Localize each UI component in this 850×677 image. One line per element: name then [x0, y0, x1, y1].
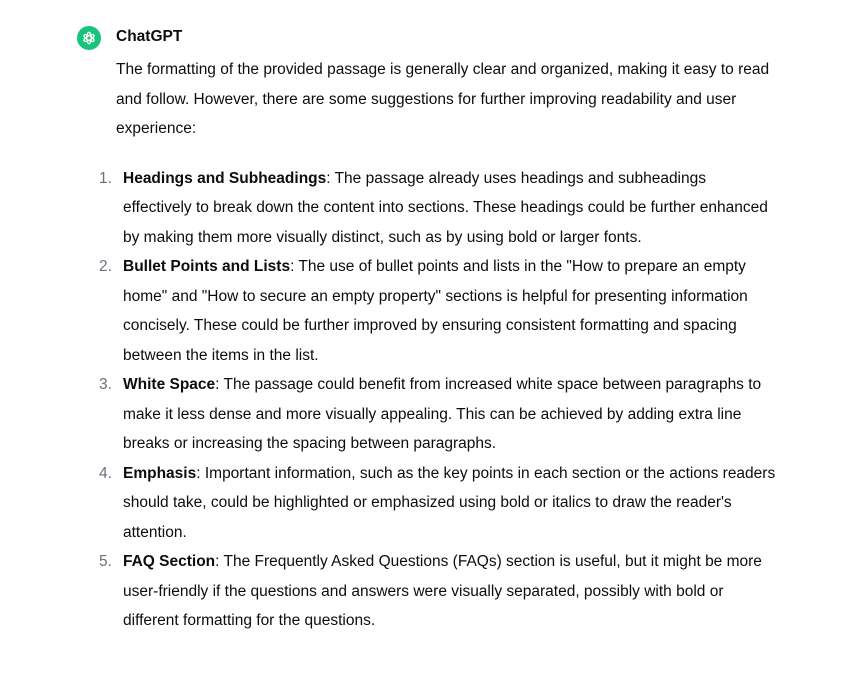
openai-logo-icon [81, 30, 97, 46]
list-number: 2. [99, 258, 112, 275]
message-content [99, 55, 776, 636]
item-title: Headings and Subheadings [123, 169, 327, 187]
intro-paragraph: The formatting of the provided passage is generally clear and organized, making it easy to read and follow. However, there are some suggestions for further improving readability and user experience: [116, 61, 770, 137]
list-number: 4. [99, 464, 112, 482]
item-title: FAQ Section [123, 553, 216, 570]
list-item [99, 252, 776, 370]
item-title: Emphasis [123, 464, 197, 482]
list-item [99, 547, 776, 636]
list-number: 1. [99, 169, 112, 187]
item-text: : The use of bullet points and lists in the "How to prepare an empty home" and "How to secure an empty property" sections is helpful for presenting information concisely. These could be further improved by ensuring consistent formatting and spacing between the items in the list. [123, 258, 748, 364]
chatgpt-avatar [77, 26, 101, 50]
message-author: ChatGPT [116, 28, 183, 45]
list-item [99, 459, 776, 548]
item-text: : Important information, such as the key points in each section or the actions readers should take, could be highlighted or emphasized using bold or italics to draw the reader's attention. [123, 464, 776, 541]
list-number: 3. [99, 376, 112, 393]
item-title: Bullet Points and Lists [123, 258, 291, 275]
list-item [99, 164, 776, 253]
item-text: : The passage could benefit from increased white space between paragraphs to make it less dense and more visually appealing. This can be achieved by adding extra line breaks or increasing the spacing between paragraphs. [123, 376, 762, 452]
list-item [99, 370, 776, 459]
item-text: : The Frequently Asked Questions (FAQs) section is useful, but it might be more user-friendly if the questions and answers were visually separated, possibly with bold or different formatting for the questions. [123, 553, 762, 629]
suggestions-list [99, 164, 776, 636]
item-title: White Space [123, 376, 216, 393]
list-number: 5. [99, 553, 112, 570]
item-text: : The passage already uses headings and subheadings effectively to break down the content into sections. These headings could be further enhanced by making them more visually distinct, such as by using bold or larger fonts. [123, 169, 768, 246]
